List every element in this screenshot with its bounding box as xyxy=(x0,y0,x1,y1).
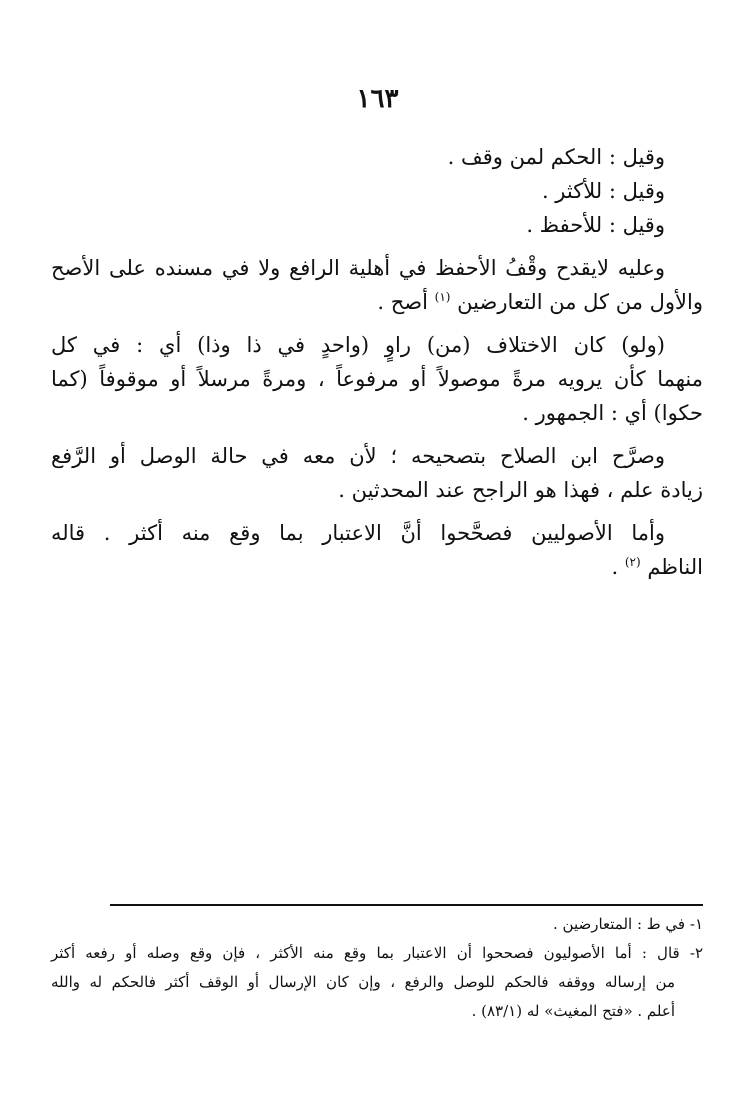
text-line: وقيل : للأحفظ . xyxy=(526,213,665,237)
text-line: وصرَّح ابن الصلاح بتصحيحه ؛ لأن معه في حالة الوصل أو الرَّفع xyxy=(51,444,665,468)
footnote: ١- في ط : المتعارضين . xyxy=(552,915,703,933)
text-line: حكوا) أي : الجمهور . xyxy=(522,401,703,425)
main-text xyxy=(51,140,703,584)
text-line: وعليه لايقدح وقْفُ الأحفظ في أهلية الرافع ولا في مسنده على الأصح xyxy=(51,256,665,280)
page-number: ١٦٣ xyxy=(356,84,399,114)
text-line xyxy=(51,285,703,319)
footnote-ref: (٢) xyxy=(624,555,641,569)
footnote-ref: (١) xyxy=(434,290,451,304)
footnotes xyxy=(51,910,703,1026)
text-fragment: . xyxy=(611,555,619,579)
footnote-continuation: من إرساله ووقفه فالحكم للوصل والرفع ، وإن كان الإرسال أو الوقف أكثر فالحكم له والله xyxy=(51,973,675,991)
footnote-continuation: أعلم . «فتح المغيث» له (٨٣/١) . xyxy=(471,1002,675,1020)
footnote: ٢- قال : أما الأصوليون فصححوا أن الاعتبار بما وقع منه الأكثر ، فإن وقع وصله أو رفعه أكثر xyxy=(51,944,703,962)
text-line: وأما الأصوليين فصحَّحوا أنَّ الاعتبار بما وقع منه أكثر . قاله xyxy=(51,521,665,545)
text-fragment: أصح . xyxy=(377,290,428,314)
text-fragment: الناظم xyxy=(647,555,703,579)
text-line xyxy=(51,550,703,584)
footnote-divider xyxy=(110,904,703,906)
text-line: زيادة علم ، فهذا هو الراجح عند المحدثين . xyxy=(338,478,703,502)
text-line: (ولو) كان الاختلاف (من) راوٍ (واحدٍ في ذا وذا) أي : في كل xyxy=(51,333,665,357)
text-line: وقيل : للأكثر . xyxy=(541,179,665,203)
text-line: منهما كأن يرويه مرةً موصولاً أو مرفوعاً ، ومرةً مرسلاً أو موقوفاً (كما xyxy=(51,367,703,391)
text-line: وقيل : الحكم لمن وقف . xyxy=(447,145,665,169)
text-fragment: والأول من كل من التعارضين xyxy=(457,290,703,314)
